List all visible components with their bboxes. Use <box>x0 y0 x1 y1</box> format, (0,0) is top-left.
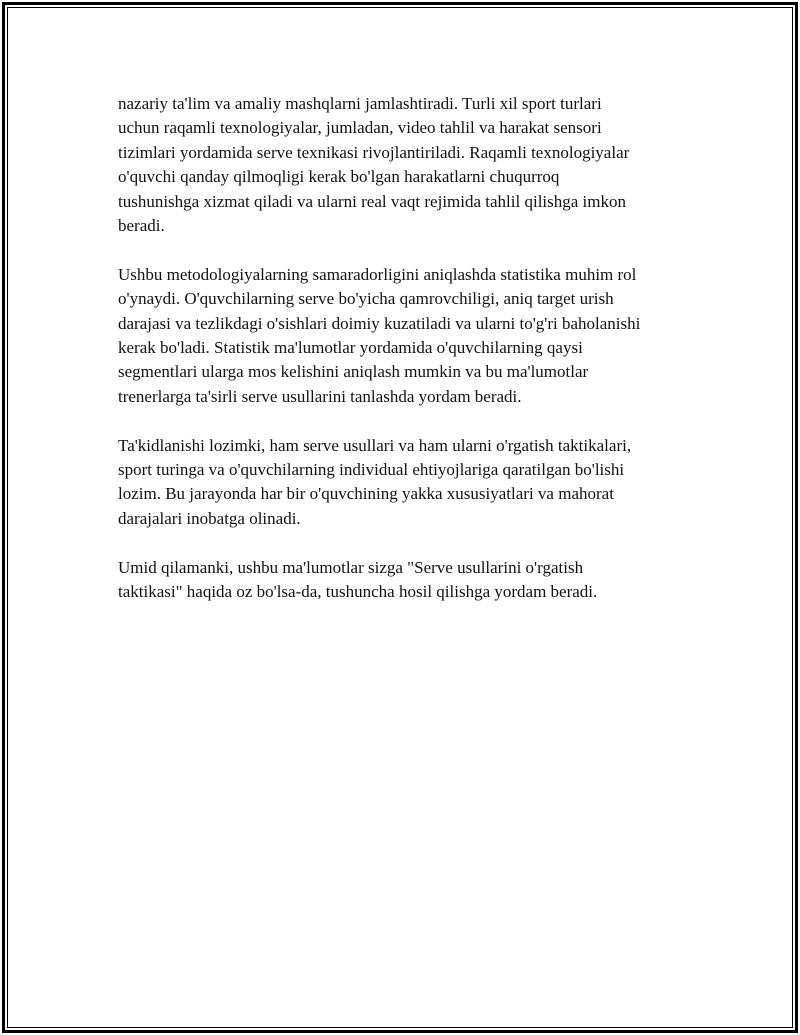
text-line: darajasi va tezlikdagi o'sishlari doimiy kuzatiladi va ularni to'g'ri baholanishi <box>118 313 641 333</box>
text-line: nazariy ta'lim va amaliy mashqlarni jamlashtiradi. Turli xil sport turlari <box>118 94 602 113</box>
text-line: tizimlari yordamida serve texnikasi rivojlantiriladi. Raqamli texnologiyalar <box>118 142 630 162</box>
paragraph-4 <box>118 556 708 605</box>
text-line: o'ynaydi. O'quvchilarning serve bo'yicha qamrovchiligi, aniq target urish <box>118 289 614 309</box>
text-line: Umid qilamanki, ushbu ma'lumotlar sizga "Serve usullarini o'rgatish <box>118 557 584 577</box>
text-line: taktikasi" haqida oz bo'lsa-da, tushuncha hosil qilishga yordam beradi. <box>118 582 598 602</box>
text-line: tushunishga xizmat qiladi va ularni real vaqt rejimida tahlil qilishga imkon <box>118 191 626 211</box>
page-border <box>2 2 798 1033</box>
text-line: segmentlari ularga mos kelishini aniqlash mumkin va bu ma'lumotlar <box>118 362 589 382</box>
text-line: kerak bo'ladi. Statistik ma'lumotlar yordamida o'quvchilarning qaysi <box>118 338 583 358</box>
paragraph-3 <box>118 434 708 532</box>
text-line: Ushbu metodologiyalarning samaradorligini aniqlashda statistika muhim rol <box>118 264 637 284</box>
paragraph-1 <box>118 92 708 238</box>
text-line: Ta'kidlanishi lozimki, ham serve usullari va ham ularni o'rgatish taktikalari, <box>118 435 632 455</box>
text-line: darajalari inobatga olinadi. <box>118 508 301 528</box>
text-line: lozim. Bu jarayonda har bir o'quvchining yakka xususiyatlari va mahorat <box>118 484 614 504</box>
paragraph-2 <box>118 263 708 409</box>
text-line: beradi. <box>118 216 165 236</box>
text-line: o'quvchi qanday qilmoqligi kerak bo'lgan harakatlarni chuqurroq <box>118 167 560 187</box>
text-line: sport turinga va o'quvchilarning individual ehtiyojlariga qaratilgan bo'lishi <box>118 460 625 480</box>
text-line: trenerlarga ta'sirli serve usullarini tanlashda yordam beradi. <box>118 386 522 406</box>
document-body <box>118 92 708 629</box>
text-line: uchun raqamli texnologiyalar, jumladan, video tahlil va harakat sensori <box>118 118 602 138</box>
